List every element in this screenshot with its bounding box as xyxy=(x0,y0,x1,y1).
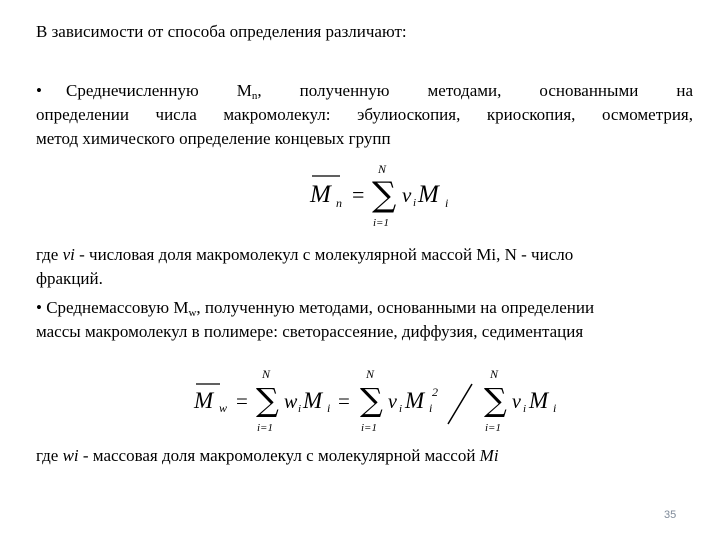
svg-text:M: M xyxy=(529,388,549,413)
svg-text:i: i xyxy=(445,196,449,210)
svg-text:i=1: i=1 xyxy=(373,217,389,229)
svg-text:ν: ν xyxy=(512,391,521,413)
page-number: 35 xyxy=(664,509,677,521)
bullet-2: • xyxy=(36,298,42,317)
svg-text:w: w xyxy=(284,391,298,413)
item1-line3: метод химического определение концевых групп xyxy=(36,129,391,148)
svg-text:=: = xyxy=(352,182,365,207)
svg-text:2: 2 xyxy=(432,385,438,399)
item2-line1: • Среднемассовую $M_w$, полученную методами, основанными на определении xyxy=(36,298,595,319)
mw-symbol: M xyxy=(194,388,214,413)
svg-text:N: N xyxy=(378,162,387,176)
item1-line2: определении числа макромолекул: эбулиоскопия, криоскопия, осмометрия, xyxy=(36,105,693,124)
svg-text:w: w xyxy=(219,401,228,415)
svg-text:i: i xyxy=(523,403,527,415)
svg-text:i=1: i=1 xyxy=(361,422,377,434)
mn-symbol: M xyxy=(310,181,331,208)
svg-text:i=1: i=1 xyxy=(257,422,273,434)
svg-text:i: i xyxy=(327,401,331,415)
svg-text:=: = xyxy=(236,389,248,413)
svg-text:M: M xyxy=(303,388,323,413)
svg-text:i: i xyxy=(298,403,302,415)
formula-number-average xyxy=(300,160,460,230)
sum-icon: ∑ xyxy=(484,381,507,419)
item2-line2: массы макромолекул в полимере: светорассеяние, диффузия, седиментация xyxy=(36,322,584,341)
svg-text:i: i xyxy=(429,401,433,415)
intro-text: В зависимости от способа определения различают: xyxy=(36,22,407,41)
svg-text:i=1: i=1 xyxy=(485,422,501,434)
svg-text:N: N xyxy=(490,367,499,381)
formula-weight-average xyxy=(186,364,566,436)
sum-icon: ∑ xyxy=(256,381,279,419)
svg-text:M: M xyxy=(405,388,425,413)
sum-icon: ∑ xyxy=(372,175,397,215)
division-slash xyxy=(448,384,472,424)
svg-text:ν: ν xyxy=(402,183,412,207)
svg-text:M: M xyxy=(418,181,439,208)
svg-text:ν: ν xyxy=(388,391,397,413)
bullet-1: • xyxy=(36,81,42,100)
sum-icon: ∑ xyxy=(360,381,383,419)
where1-line1: где νi - числовая доля макромолекул с молекулярной массой Mi, N - число xyxy=(36,245,574,264)
svg-text:i: i xyxy=(399,403,403,415)
svg-text:n: n xyxy=(336,196,342,210)
svg-text:=: = xyxy=(338,389,350,413)
svg-text:i: i xyxy=(413,197,417,209)
where2-line: где wi - массовая доля макромолекул с молекулярной массой Mi xyxy=(36,446,499,465)
where1-line2: фракций. xyxy=(36,269,103,288)
svg-text:i: i xyxy=(553,401,557,415)
svg-text:N: N xyxy=(366,367,375,381)
item1-line1: • Среднечисленную $M_n$, полученную методами, основанными на xyxy=(36,81,693,102)
svg-text:N: N xyxy=(262,367,271,381)
